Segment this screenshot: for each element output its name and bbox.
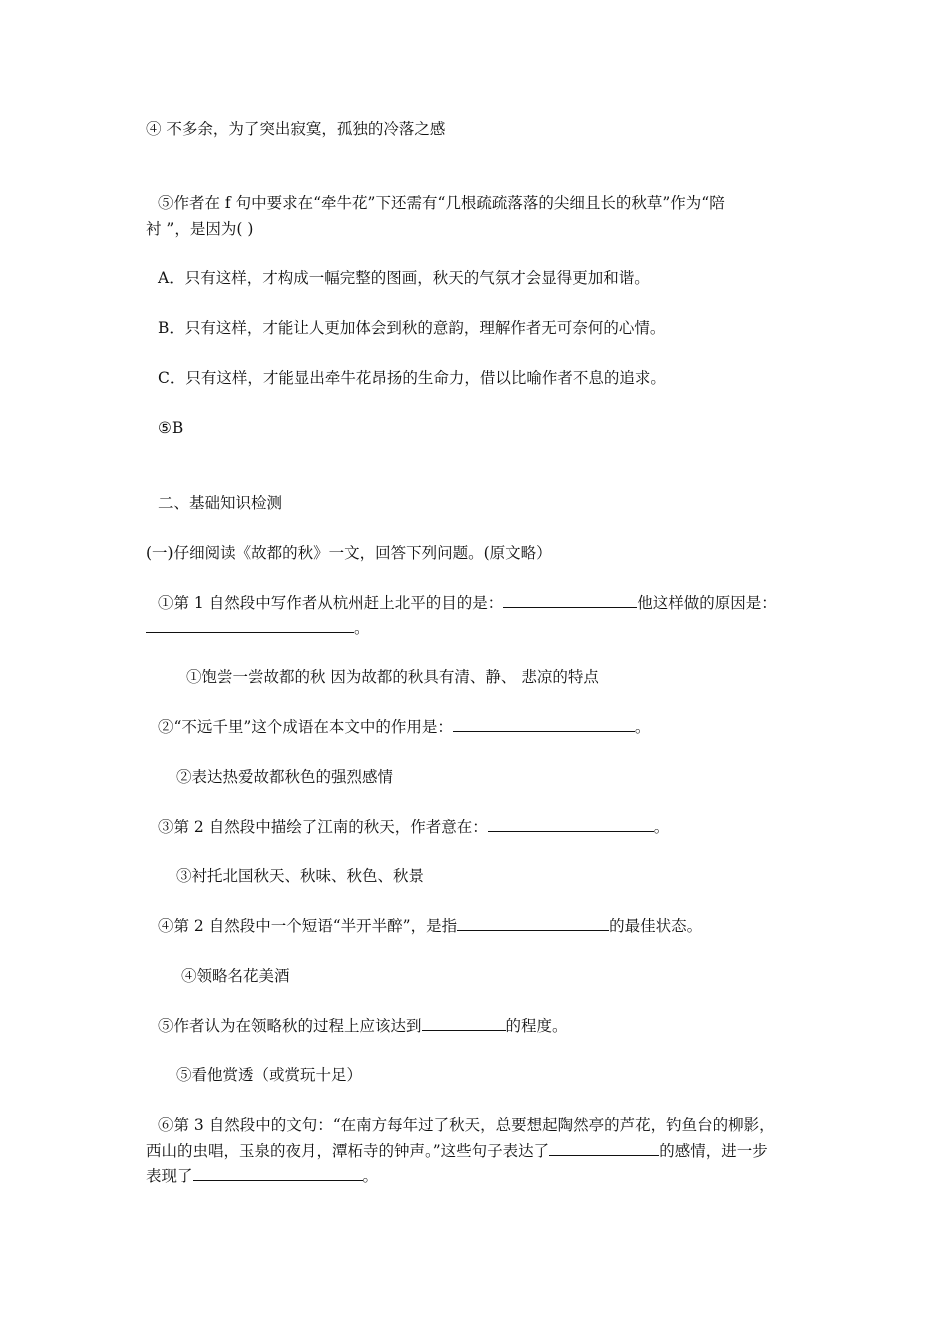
answer-1: ①饱尝一尝故都的秋 因为故都的秋具有清、静、 悲凉的特点 (186, 668, 599, 686)
question-2-text-b: 。 (634, 718, 651, 736)
question-3-text-a: ③第 2 自然段中描绘了江南的秋天，作者意在： (158, 818, 488, 836)
answer-blank[interactable] (549, 1141, 659, 1156)
question-6-line-2 (146, 1141, 768, 1161)
question-4 (158, 916, 702, 936)
question-6-text-c: 表现了 (146, 1167, 193, 1185)
question-1-line-1 (158, 593, 777, 613)
question-5-line-1: ⑤作者在 f 句中要求在“牵牛花”下还需有“几根疏疏落落的尖细且长的秋草”作为“陪 (158, 194, 725, 212)
option-a: A．只有这样，才构成一幅完整的图画，秋天的气氛才会显得更加和谐。 (158, 269, 650, 287)
answer-blank[interactable] (422, 1016, 506, 1031)
answer-line-4: ④ 不多余，为了突出寂寞，孤独的冷落之感 (146, 120, 446, 138)
question-6-text-d: 。 (362, 1167, 379, 1185)
question-3 (158, 817, 669, 837)
question-2-text-a: ②“不远千里”这个成语在本文中的作用是： (158, 718, 453, 736)
answer-blank[interactable] (146, 618, 354, 633)
question-6-line-3 (146, 1166, 378, 1186)
question-6-text-b: 的感情，进一步 (659, 1142, 768, 1160)
reading-intro: (一)仔细阅读《故都的秋》一文，回答下列问题。(原文略） (146, 544, 552, 562)
question-1-line-2 (146, 618, 370, 638)
answer-5-basic: ⑤看他赏透（或赏玩十足） (176, 1066, 363, 1084)
answer-blank[interactable] (193, 1166, 363, 1181)
question-3-text-b: 。 (653, 818, 670, 836)
answer-2: ②表达热爱故都秋色的强烈感情 (176, 768, 394, 786)
question-6-text-a: 西山的虫唱，玉泉的夜月，潭柘寺的钟声。”这些句子表达了 (146, 1142, 550, 1160)
question-5-text-a: ⑤作者认为在领略秋的过程上应该达到 (158, 1017, 422, 1035)
question-1-text-a: ①第 1 自然段中写作者从杭州赶上北平的目的是： (158, 594, 504, 612)
question-5 (158, 1016, 568, 1036)
answer-3: ③衬托北国秋天、秋味、秋色、秋景 (176, 867, 425, 885)
question-5-line-2: 衬 ”，是因为( ) (146, 220, 254, 238)
answer-blank[interactable] (503, 593, 637, 608)
answer-4: ④领略名花美酒 (181, 967, 290, 985)
question-4-text-b: 的最佳状态。 (609, 917, 703, 935)
question-6-line-1: ⑥第 3 自然段中的文句：“在南方每年过了秋天，总要想起陶然亭的芦花，钓鱼台的柳影， (158, 1116, 775, 1134)
answer-blank[interactable] (453, 717, 635, 732)
option-b: B．只有这样，才能让人更加体会到秋的意韵，理解作者无可奈何的心情。 (158, 319, 666, 337)
question-1-text-b: 他这样做的原因是： (637, 594, 777, 612)
answer-5: ⑤B (158, 419, 184, 437)
question-4-text-a: ④第 2 自然段中一个短语“半开半醉”，是指 (158, 917, 458, 935)
answer-blank[interactable] (457, 916, 609, 931)
answer-blank[interactable] (488, 817, 654, 832)
question-2 (158, 717, 650, 737)
option-c: C．只有这样，才能显出牵牛花昂扬的生命力，借以比喻作者不息的追求。 (158, 369, 666, 387)
section-heading: 二、基础知识检测 (158, 494, 283, 512)
question-5-text-b: 的程度。 (505, 1017, 568, 1035)
question-1-text-c: 。 (354, 619, 370, 637)
